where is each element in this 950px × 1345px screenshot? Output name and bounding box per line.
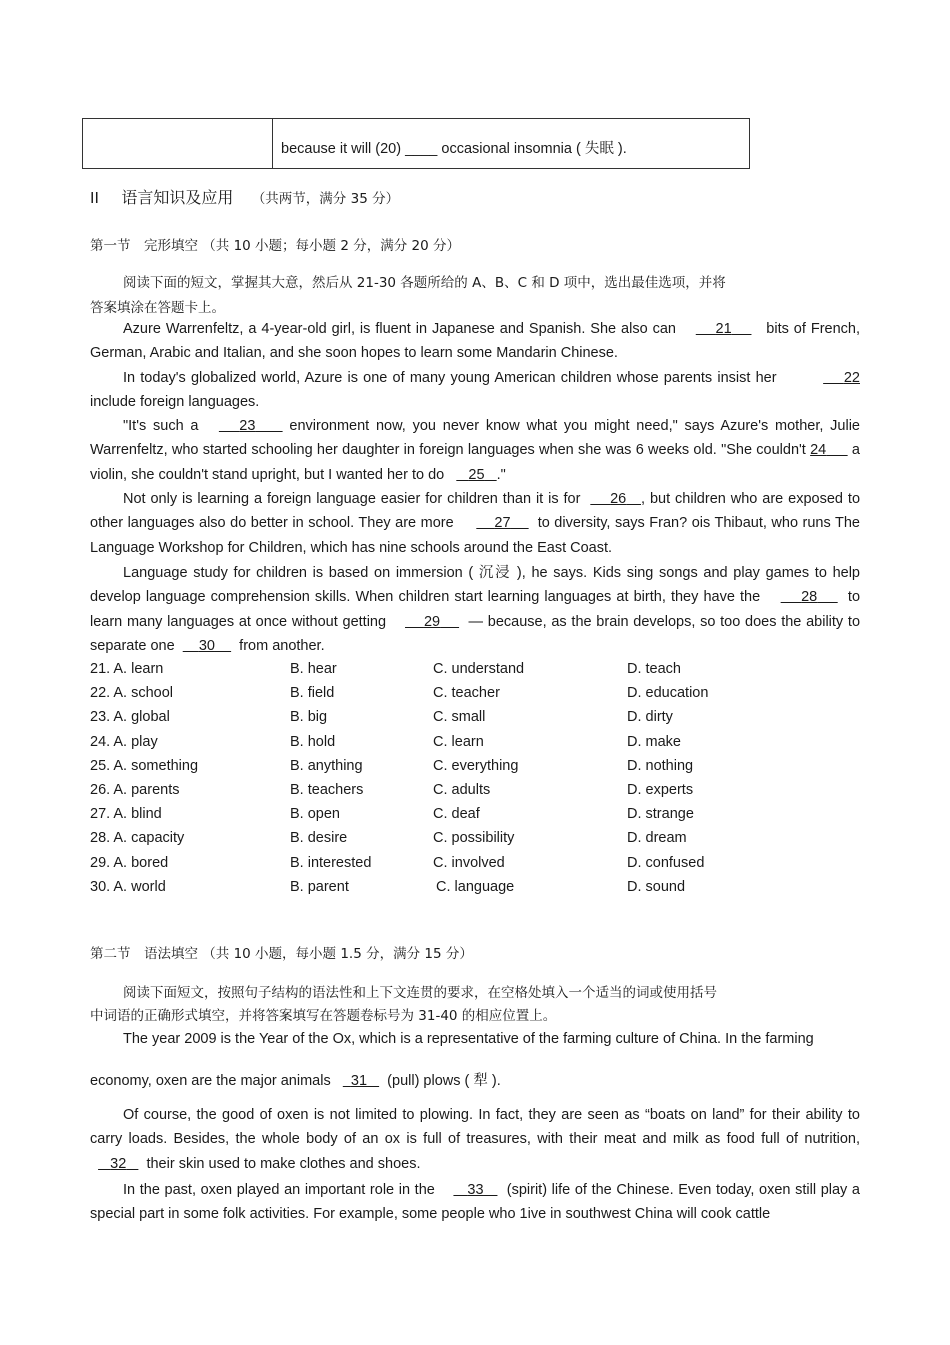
text-span: In today's globalized world, Azure is one of many young American children whose parents insist her	[123, 370, 777, 386]
text-span: bits of French, German, Arabic and Italian, and she soon hopes to learn some Mandarin Chinese.	[90, 321, 860, 362]
cloze-paragraph-4	[90, 487, 860, 560]
option-b: B. hold	[290, 733, 336, 750]
option-d: D. education	[627, 685, 709, 702]
grammar-paragraph-1-line1: The year 2009 is the Year of the Ox, which is a representative of the farming culture of China. In the farming	[123, 1031, 814, 1047]
cloze-paragraph-2	[90, 366, 860, 415]
option-d: D. confused	[627, 854, 705, 871]
cloze-paragraph-1	[90, 317, 860, 366]
option-c: C. small	[433, 709, 486, 726]
option-b: B. parent	[290, 878, 349, 895]
text-span: Azure Warrenfeltz, a 4-year-old girl, is fluent in Japanese and Spanish. She also can	[123, 321, 676, 337]
table-cell-text: because it will (20) ____ occasional insomnia ( 失眠 ).	[281, 141, 627, 157]
blank-24: 24	[810, 442, 827, 459]
part1-instructions-line1: 阅读下面的短文，掌握其大意，然后从 21-30 各题所给的 A、B、C 和 D 项中，选出最佳选项，并将	[123, 275, 726, 291]
option-b: B. interested	[290, 854, 372, 871]
text-span: "It's such a	[123, 418, 199, 434]
part2-instructions-line2: 中词语的正确形式填空，并将答案填写在答题卷标号为 31-40 的相应位置上。	[90, 1008, 557, 1024]
option-a: 23. A. global	[90, 709, 170, 726]
option-b: B. hear	[290, 661, 337, 677]
section-heading	[90, 185, 399, 208]
option-c: C. teacher	[433, 685, 500, 702]
cloze-paragraph-3	[90, 414, 860, 487]
text-span: In the past, oxen played an important role in the	[123, 1182, 435, 1198]
blank-21: 21	[715, 321, 732, 337]
option-b: B. open	[290, 806, 340, 823]
answer-table	[82, 118, 750, 169]
option-b: B. field	[290, 685, 335, 702]
option-c: C. possibility	[433, 830, 515, 847]
option-c: C. adults	[433, 782, 491, 798]
part1-instructions-line2: 答案填涂在答题卡上。	[90, 300, 225, 316]
blank-30: 30	[198, 637, 215, 654]
text-span: their skin used to make clothes and shoes.	[146, 1155, 421, 1172]
option-a: 28. A. capacity	[90, 830, 185, 847]
table-divider	[272, 119, 273, 168]
section-numeral: II	[90, 190, 99, 207]
option-a: 26. A. parents	[90, 782, 180, 798]
option-c: C. language	[436, 878, 515, 895]
blank-33: 33	[467, 1182, 484, 1198]
option-d: D. dirty	[627, 709, 673, 726]
option-c: C. understand	[433, 661, 525, 677]
blank-22: 22	[843, 370, 860, 386]
option-d: D. nothing	[627, 757, 694, 774]
option-a: 24. A. play	[90, 733, 158, 750]
option-c: C. learn	[433, 733, 484, 750]
option-a: 29. A. bored	[90, 854, 169, 871]
cloze-paragraph-5	[90, 561, 860, 658]
blank-28: 28	[801, 589, 818, 606]
text-span: ."	[496, 466, 506, 483]
blank-31: 31	[350, 1073, 368, 1089]
option-d: D. sound	[627, 878, 686, 895]
option-a: 21. A. learn	[90, 661, 164, 677]
option-d: D. experts	[627, 782, 694, 798]
option-a: 27. A. blind	[90, 806, 162, 823]
blank-27: 27	[494, 515, 511, 532]
text-span: Of course, the good of oxen is not limited to plowing. In fact, they are seen as “boats on land” for their ability to carry loads. Besides, the whole body of an ox is full of treasures, with their meat and milk as food full of nutrition,	[90, 1107, 860, 1148]
blank-32: 32	[110, 1155, 127, 1172]
option-a: 30. A. world	[90, 878, 166, 895]
text-span: to learn many languages at once without getting	[90, 589, 861, 630]
text-span: (pull) plows ( 犁 ).	[387, 1073, 501, 1089]
option-d: D. strange	[627, 806, 694, 823]
text-span: (spirit) life of the Chinese. Even today, oxen still play a special part in some folk activities. For example, some people who 1ive in southwest China will cook cattle	[90, 1182, 860, 1223]
option-a: 22. A. school	[90, 685, 174, 702]
section-title: 语言知识及应用	[121, 188, 234, 207]
option-c: C. deaf	[433, 806, 480, 823]
option-d: D. teach	[627, 661, 681, 677]
option-d: D. dream	[627, 830, 687, 847]
part2-instructions-line1: 阅读下面短文，按照句子结构的语法性和上下文连贯的要求，在空格处填入一个适当的词或使用括号	[123, 985, 717, 1001]
part2-heading: 第二节 语法填空 （共 10 小题，每小题 1.5 分，满分 15 分）	[90, 946, 473, 962]
text-span: , but children who are exposed to other languages also do better in school. They are more	[90, 491, 861, 532]
text-span: to diversity, says Fran? ois Thibaut, who runs The Language Workshop for Children, which has nine schools around the East Coast.	[90, 515, 860, 556]
section-points: （共两节，满分 35 分）	[251, 191, 400, 207]
option-b: B. teachers	[290, 782, 364, 798]
option-b: B. desire	[290, 830, 348, 847]
blank-29: 29	[423, 613, 441, 630]
blank-26: 26	[610, 491, 627, 507]
option-a: 25. A. something	[90, 757, 199, 774]
option-c: C. involved	[433, 854, 505, 871]
option-c: C. everything	[433, 757, 519, 774]
option-b: B. anything	[290, 757, 363, 774]
grammar-paragraph-1-line2	[90, 1069, 501, 1090]
option-b: B. big	[290, 709, 328, 726]
text-span: environment now, you never know what you might need," says Azure's mother, Julie Warrenfeltz, who started schooling her daughter in foreign languages when she was 6 weeks old. "She couldn't	[90, 418, 860, 459]
option-d: D. make	[627, 733, 681, 750]
text-span: economy, oxen are the major animals	[90, 1073, 331, 1089]
part1-heading: 第一节 完形填空 （共 10 小题；每小题 2 分，满分 20 分）	[90, 238, 460, 254]
text-span: from another.	[239, 637, 325, 654]
grammar-paragraph-3	[90, 1178, 860, 1227]
text-span: include foreign languages.	[90, 394, 260, 411]
text-span: Language study for children is based on immersion ( 沉浸 ), he says. Kids sing songs and play games to help develop language comprehension skills. When children start learning languages at birth, they have the	[90, 565, 860, 606]
text-span: a violin, she couldn't stand upright, but I wanted her to do	[90, 442, 860, 483]
text-span: Not only is learning a foreign language easier for children than it is for	[123, 491, 581, 507]
text-span: — because, as the brain develops, so too does the ability to separate one	[90, 613, 861, 654]
blank-23: 23	[239, 418, 256, 434]
blank-25: 25	[468, 466, 485, 483]
grammar-paragraph-2	[90, 1103, 860, 1176]
